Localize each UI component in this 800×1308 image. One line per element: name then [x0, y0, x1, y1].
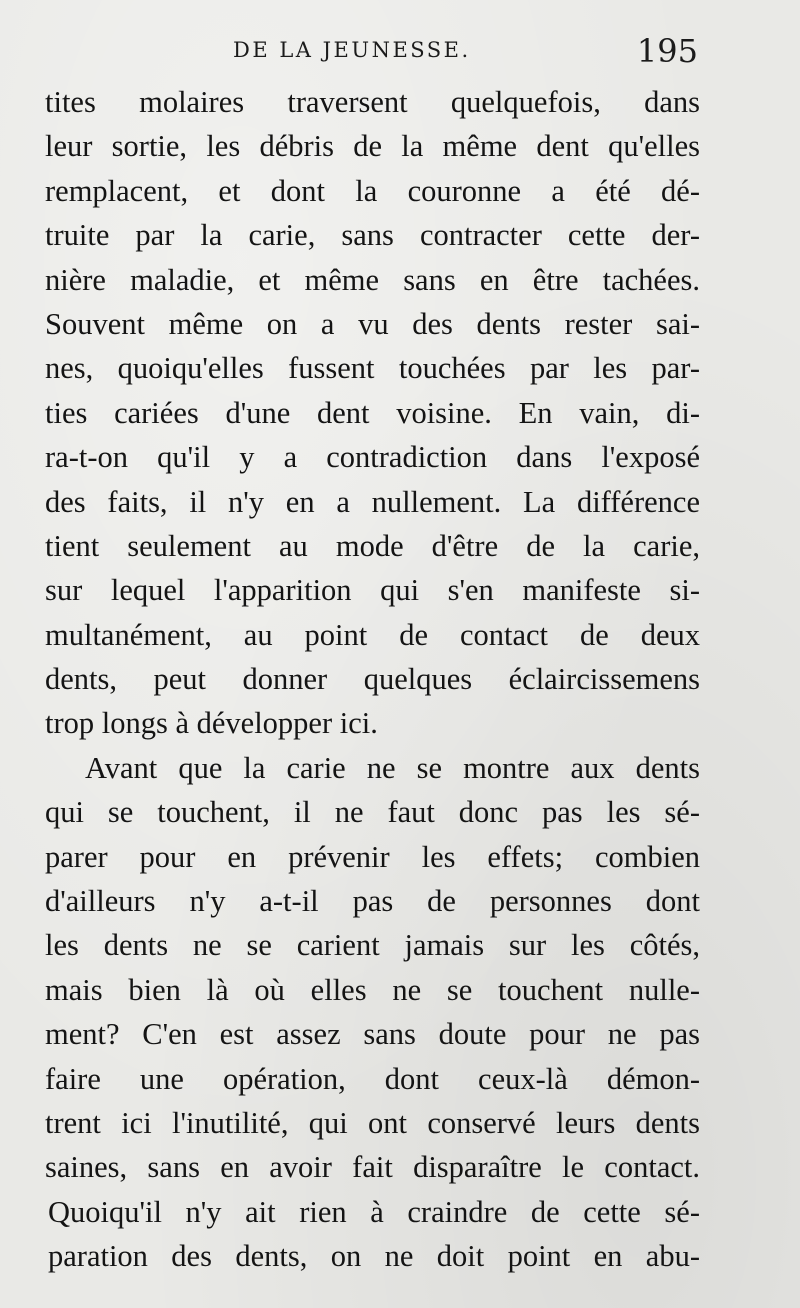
- page-header: [48, 34, 698, 70]
- text-line: sur lequel l'apparition qui s'en manifeste si-: [45, 573, 700, 608]
- text-line: tites molaires traversent quelquefois, dans: [45, 85, 700, 119]
- body-text: [45, 80, 700, 1279]
- text-line: Quoiqu'il n'y ait rien à craindre de cette sé-: [48, 1194, 700, 1229]
- text-line: tient seulement au mode d'être de la carie,: [45, 528, 700, 563]
- text-line: truite par la carie, sans contracter cette der-: [45, 218, 700, 253]
- text-line: multanément, au point de contact de deux: [45, 617, 700, 652]
- text-line: qui se touchent, il ne faut donc pas les sé-: [45, 795, 700, 830]
- text-line: les dents ne se carient jamais sur les côtés,: [45, 928, 700, 963]
- text-line: d'ailleurs n'y a-t-il pas de personnes dont: [45, 884, 700, 919]
- text-line: saines, sans en avoir fait disparaître le contact.: [45, 1150, 700, 1185]
- page-number: 195: [636, 32, 698, 70]
- paragraph-end-line: trop longs à développer ici.: [45, 706, 378, 741]
- text-line: leur sortie, les débris de la même dent qu'elles: [45, 129, 700, 164]
- text-line: mais bien là où elles ne se touchent nulle-: [45, 972, 700, 1007]
- text-line: remplacent, et dont la couronne a été dé-: [45, 173, 700, 208]
- paragraph-start-line: Avant que la carie ne se montre aux dents: [85, 750, 700, 785]
- text-line: Souvent même on a vu des dents rester sai-: [45, 306, 700, 341]
- text-line: faire une opération, dont ceux-là démon-: [45, 1061, 700, 1096]
- text-line: parer pour en prévenir les effets; combien: [45, 839, 700, 874]
- text-line: paration des dents, on ne doit point en abu-: [48, 1239, 700, 1274]
- text-line: dents, peut donner quelques éclaircissemens: [45, 662, 700, 697]
- text-line: trent ici l'inutilité, qui ont conservé leurs dents: [45, 1105, 700, 1140]
- text-line: ties cariées d'une dent voisine. En vain, di-: [45, 395, 700, 430]
- text-line: des faits, il n'y en a nullement. La différence: [45, 484, 700, 519]
- text-line: nière maladie, et même sans en être tachées.: [45, 262, 700, 297]
- text-line: ra-t-on qu'il y a contradiction dans l'exposé: [45, 440, 700, 475]
- text-line: ment? C'en est assez sans doute pour ne pas: [45, 1017, 700, 1052]
- running-title: DE LA JEUNESSE.: [233, 38, 471, 62]
- text-line: nes, quoiqu'elles fussent touchées par les par-: [45, 351, 700, 386]
